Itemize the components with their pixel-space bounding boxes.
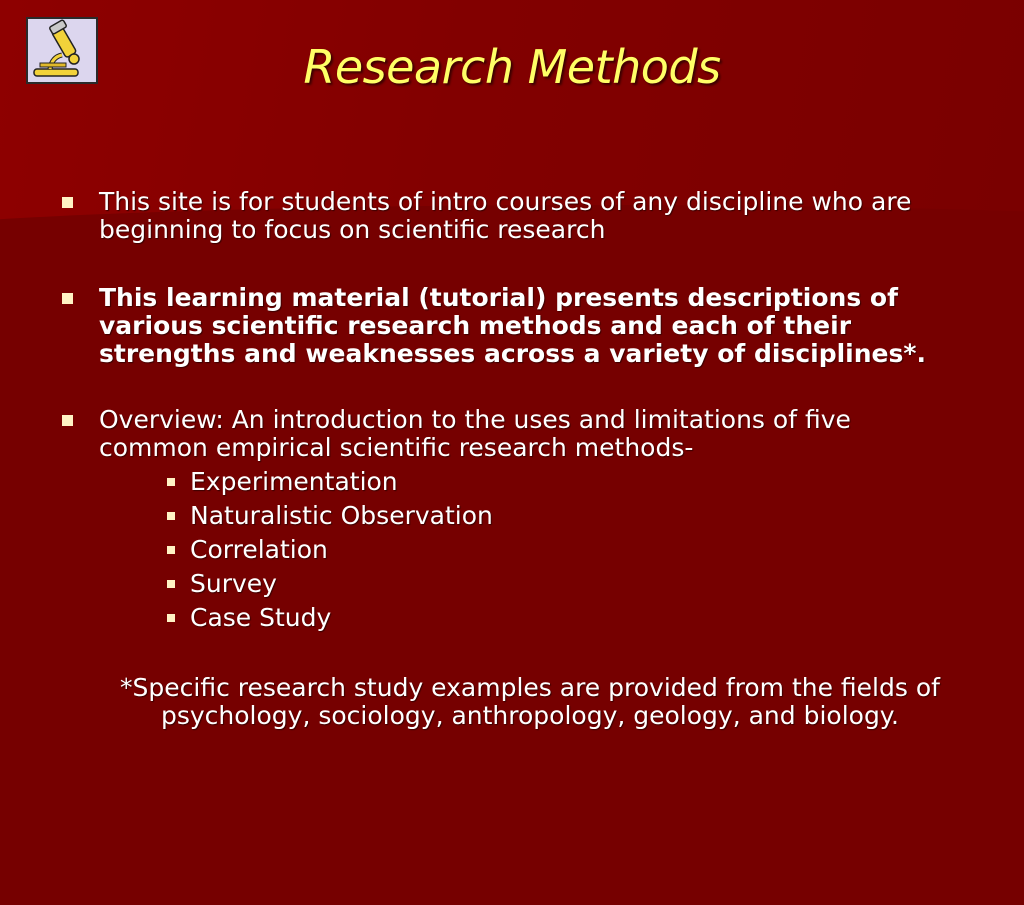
sub-bullet-text: Correlation xyxy=(190,535,328,564)
sub-bullet-text: Naturalistic Observation xyxy=(190,501,493,530)
bullet-text: Overview: An introduction to the uses and limitations of five common empirical scientific research methods- xyxy=(99,405,851,462)
small-square-bullet-icon xyxy=(167,512,175,520)
square-bullet-icon xyxy=(62,197,73,208)
sub-bullet-item xyxy=(167,536,328,564)
bullet-item xyxy=(62,284,962,368)
sub-bullet-item xyxy=(167,468,398,496)
small-square-bullet-icon xyxy=(167,478,175,486)
page-title: Research Methods xyxy=(303,40,721,94)
small-square-bullet-icon xyxy=(167,580,175,588)
sub-bullet-text: Survey xyxy=(190,569,277,598)
sub-bullet-item xyxy=(167,570,277,598)
bullet-item xyxy=(62,406,962,462)
bullet-text: This learning material (tutorial) presents descriptions of various scientific research methods and each of their strengths and weaknesses across a variety of disciplines*. xyxy=(99,283,926,368)
sub-bullet-item xyxy=(167,604,331,632)
bullet-text: This site is for students of intro courses of any discipline who are beginning to focus on scientific research xyxy=(99,187,912,244)
sub-bullet-text: Experimentation xyxy=(190,467,398,496)
square-bullet-icon xyxy=(62,293,73,304)
small-square-bullet-icon xyxy=(167,614,175,622)
sub-bullet-text: Case Study xyxy=(190,603,332,632)
square-bullet-icon xyxy=(62,415,73,426)
bullet-item xyxy=(62,188,962,244)
footnote: *Specific research study examples are provided from the fields of psychology, sociology, anthropology, geology, and biology. xyxy=(120,673,940,730)
small-square-bullet-icon xyxy=(167,546,175,554)
sub-bullet-item xyxy=(167,502,493,530)
